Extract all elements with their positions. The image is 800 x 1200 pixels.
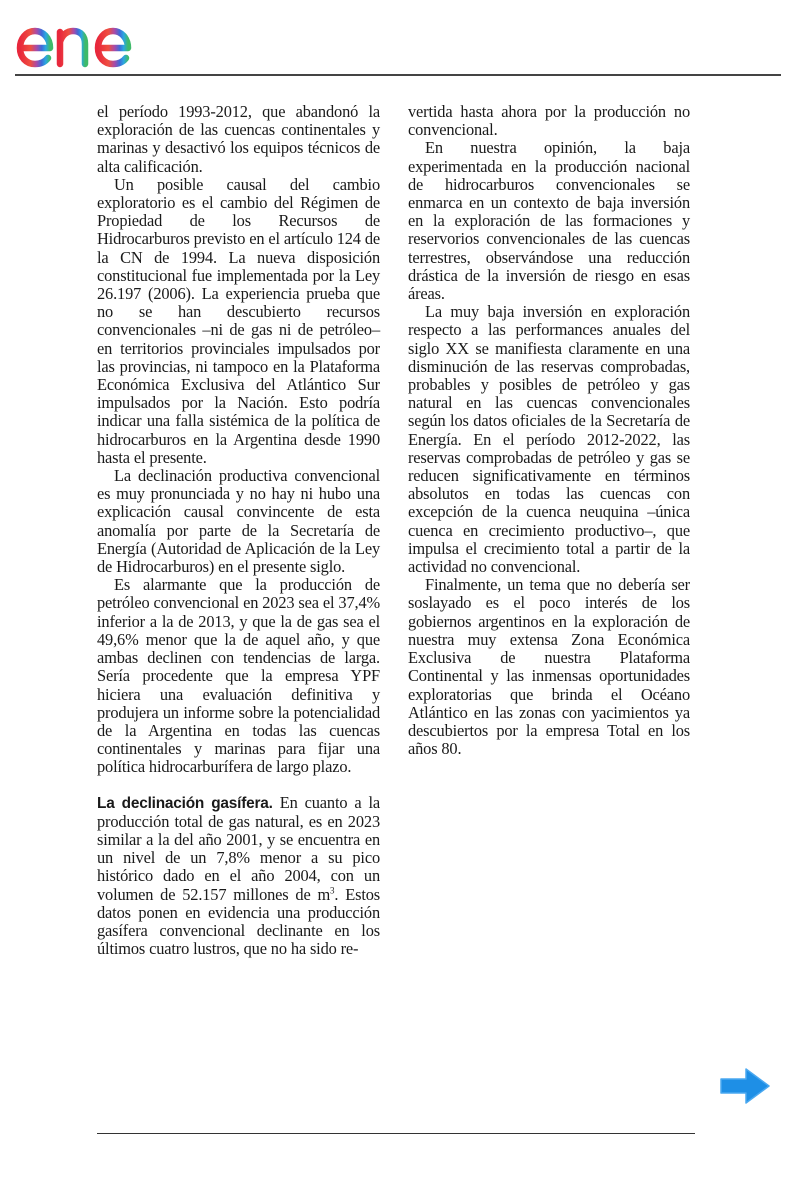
paragraph: el período 1993-2012, que abandonó la exploración de las cuencas continentales y marinas y desactivó los equipos técnicos de alta calificación.: [97, 102, 380, 176]
superscript: 3: [330, 885, 335, 896]
article-right-column: [408, 103, 690, 758]
paragraph: La declinación productiva convencional es muy pronunciada y no hay ni hubo una explicación causal convincente de esta anomalía por parte de la Secretaría de Energía (Autoridad de Aplicación de la Ley de Hidrocarburos) en el presente siglo.: [97, 466, 380, 577]
paragraph: Es alarmante que la producción de petróleo convencional en 2023 sea el 37,4% inferior a la de 2013, y que la de gas sea el 49,6% menor que la de aquel año, y que ambas declinen con tendencias de larga. Sería procedente que la empresa YPF hiciera una evaluación definitiva y produjera un informe sobre la potencialidad de la Argentina en todas las cuencas continentales y marinas para fijar una política hidrocarburífera de largo plazo.: [97, 575, 380, 777]
article-left-column: [97, 103, 380, 958]
header-divider: [15, 74, 781, 76]
paragraph: vertida hasta ahora por la producción no convencional.: [408, 102, 690, 140]
section-paragraph: [97, 794, 380, 959]
paragraph: La muy baja inversión en exploración respecto a las performances anuales del siglo XX se manifiesta claramente en una disminución de las reservas comprobadas, probables y posibles de petróleo y gas natural en las cuencas convencionales según los datos oficiales de la Secretaría de Energía. En el período 2012-2022, las reservas comprobadas de petróleo y gas se reducen significativamente en términos absolutos en todas las cuencas con excepción de la cuenca neuquina –única cuenca en crecimiento productivo–, que impulsa el crecimiento total a partir de la actividad no convencional.: [408, 302, 690, 577]
arrow-right-icon[interactable]: [718, 1066, 772, 1106]
paragraph-text: . Estos datos ponen en evidencia una producción gasífera convencional declinante en los últimos cuatro lustros, que no ha sido re-: [97, 884, 380, 959]
paragraph: En nuestra opinión, la baja experimentada en la producción nacional de hidrocarburos convencionales se enmarca en un contexto de baja inversión en la exploración de las formaciones y reservorios convencionales de las cuencas terrestres, observándose una reducción drástica de la inversión de riesgo en esas áreas.: [408, 138, 690, 304]
paragraph: Un posible causal del cambio exploratorio es el cambio del Régimen de Propiedad de los Recursos de Hidrocarburos previsto en el artículo 124 de la CN de 1994. La nueva disposición constitucional fue implementada por la Ley 26.197 (2006). La experiencia prueba que no se han descubierto recursos convencionales –ni de gas ni de petróleo– en territorios provinciales impulsados por las provincias, ni tampoco en la Plataforma Económica Exclusiva del Atlántico Sur impulsados por la Nación. Esto podría indicar una falla sistémica de la política de hidrocarburos en la Argentina desde 1990 hasta el presente.: [97, 174, 380, 467]
enel-logo: [14, 6, 184, 70]
paragraph: Finalmente, un tema que no debería ser soslayado es el poco interés de los gobiernos argentinos en la exploración de nuestra muy extensa Zona Económica Exclusiva de nuestra Plataforma Continental y las inmensas oportunidades exploratorias que brinda el Océano Atlántico en las zonas con yacimientos ya descubiertos por la empresa Total en los años 80.: [408, 575, 690, 759]
section-subheading: La declinación gasífera.: [97, 794, 273, 812]
paragraph-text: En cuanto a la producción total de gas natural, es en 2023 similar a la del año 2001, y se encuentra en un nivel de un 7,8% menor a su pico histórico dado en el año 2004, con un volumen de 52.157 millones de m: [97, 792, 380, 904]
footer-divider: [97, 1133, 695, 1134]
